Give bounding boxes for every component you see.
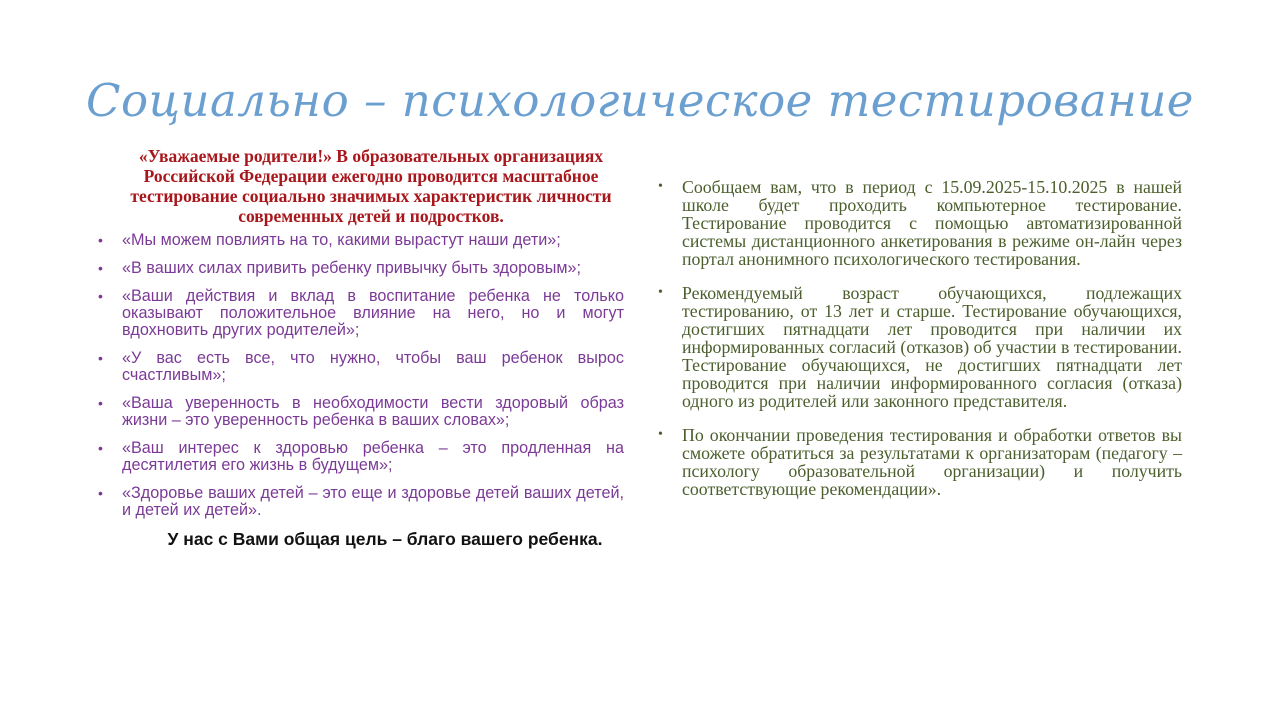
testing-info-list [656,178,1182,498]
list-item [96,440,624,474]
bullet-icon: • [98,440,103,456]
quote-text: «Ваши действия и вклад в воспитание ребенка не только оказывают положительное влияние на него, но и могут вдохновить других родителей»; [122,287,624,339]
bullet-icon: • [98,350,103,366]
testing-period-text: Сообщаем вам, что в период с 15.09.2025-15.10.2025 в нашей школе будет проходить компьютерное тестирование. Тестирование проводится с помощью автоматизированной системы дистанционного анкетирования в режиме он-лайн через портал анонимного психологического тестирования. [682,177,1182,269]
list-item [96,260,624,277]
bullet-icon: • [98,485,103,501]
bullet-icon: • [98,288,103,304]
quote-text: «Ваша уверенность в необходимости вести здоровый образ жизни – это уверенность ребенка в ваших словах»; [122,394,624,429]
recommended-age-text: Рекомендуемый возраст обучающихся, подлежащих тестированию, от 13 лет и старше. Тестирование обучающихся, достигших пятнадцати лет проводится при наличии их информированных согласий (отказов) об участии в тестировании. Тестирование обучающихся, не достигших пятнадцати лет проводится при наличии информированного согласия (отказа) одного из родителей или законного представителя. [682,283,1182,411]
results-text: По окончании проведения тестирования и обработки ответов вы сможете обратиться за результатами к организаторам (педагогу – психологу образовательной организации) и получить соответствующие рекомендации». [682,425,1182,499]
list-item [96,288,624,339]
bullet-icon: • [98,260,103,276]
right-column [656,178,1182,514]
bullet-icon: • [658,427,663,442]
parents-intro: «Уважаемые родители!» В образовательных организациях Российской Федерации ежегодно проводится масштабное тестирование социально значимых характеристик личности современных детей и подростков. [130,146,612,226]
quote-text: «Мы можем повлиять на то, какими вырастут наши дети»; [122,231,561,249]
slide-title: Социально – психологическое тестирование [86,74,1194,127]
list-item [656,284,1182,410]
quote-text: «Здоровье ваших детей – это еще и здоровье детей ваших детей, и детей их детей». [122,484,624,519]
bullet-icon: • [98,232,103,248]
list-item [96,232,624,249]
list-item [656,426,1182,498]
left-column [96,146,624,549]
bullet-icon: • [658,285,663,300]
list-item [656,178,1182,268]
common-goal-text: У нас с Вами общая цель – благо вашего ребенка. [167,529,603,549]
quote-text: «У вас есть все, что нужно, чтобы ваш ребенок вырос счастливым»; [122,349,624,384]
list-item [96,350,624,384]
bullet-icon: • [658,179,663,194]
bullet-icon: • [98,395,103,411]
quotes-list [96,232,624,519]
list-item [96,395,624,429]
quote-text: «Ваш интерес к здоровью ребенка – это продленная на десятилетия его жизнь в будущем»; [122,439,624,474]
list-item [96,485,624,519]
quote-text: «В ваших силах привить ребенку привычку быть здоровым»; [122,259,581,277]
